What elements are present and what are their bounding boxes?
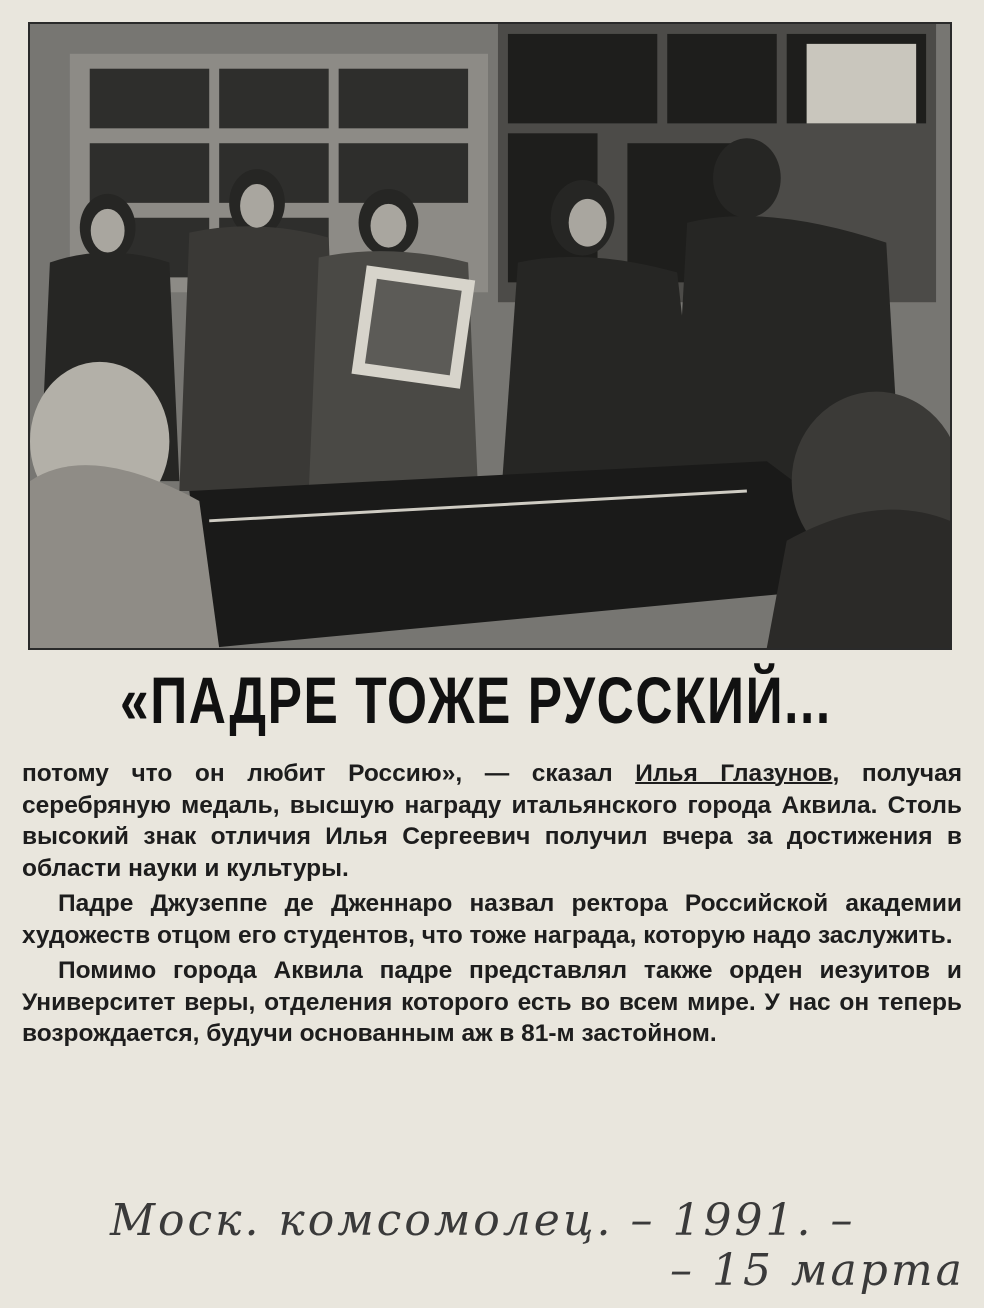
photo-illustration xyxy=(30,24,950,648)
article-body xyxy=(22,758,962,1050)
paragraph-2: Падре Джузеппе де Дженнаро назвал ректора Российской академии художеств отцом его студентов, что тоже награда, которую надо заслужить. xyxy=(22,890,962,949)
headline: «ПАДРЕ ТОЖЕ РУССКИЙ... xyxy=(120,663,832,737)
paragraph-1-end: , получая серебряную медаль, высшую награду итальянского города Аквила. Столь высокий знак отличия Илья Сергеевич получил вчера за достижения в области науки и культуры. xyxy=(22,760,962,882)
person-name-glazunov: Илья Глазунов xyxy=(635,760,833,787)
paragraph-3: Помимо города Аквила падре представлял также орден иезуитов и Университет веры, отделения которого есть во всем мире. У нас он теперь возрождается, будучи основанным аж в 81-м застойном. xyxy=(22,957,962,1047)
news-photo xyxy=(28,22,952,650)
handwritten-line-1: Моск. комсомолец. – 1991. – xyxy=(110,1195,856,1246)
handwritten-source-note xyxy=(110,1195,970,1305)
handwritten-line-2: – 15 марта xyxy=(670,1245,965,1296)
paragraph-1-start: потому что он любит Россию», — сказал xyxy=(22,760,636,787)
paragraph-1 xyxy=(22,758,962,884)
